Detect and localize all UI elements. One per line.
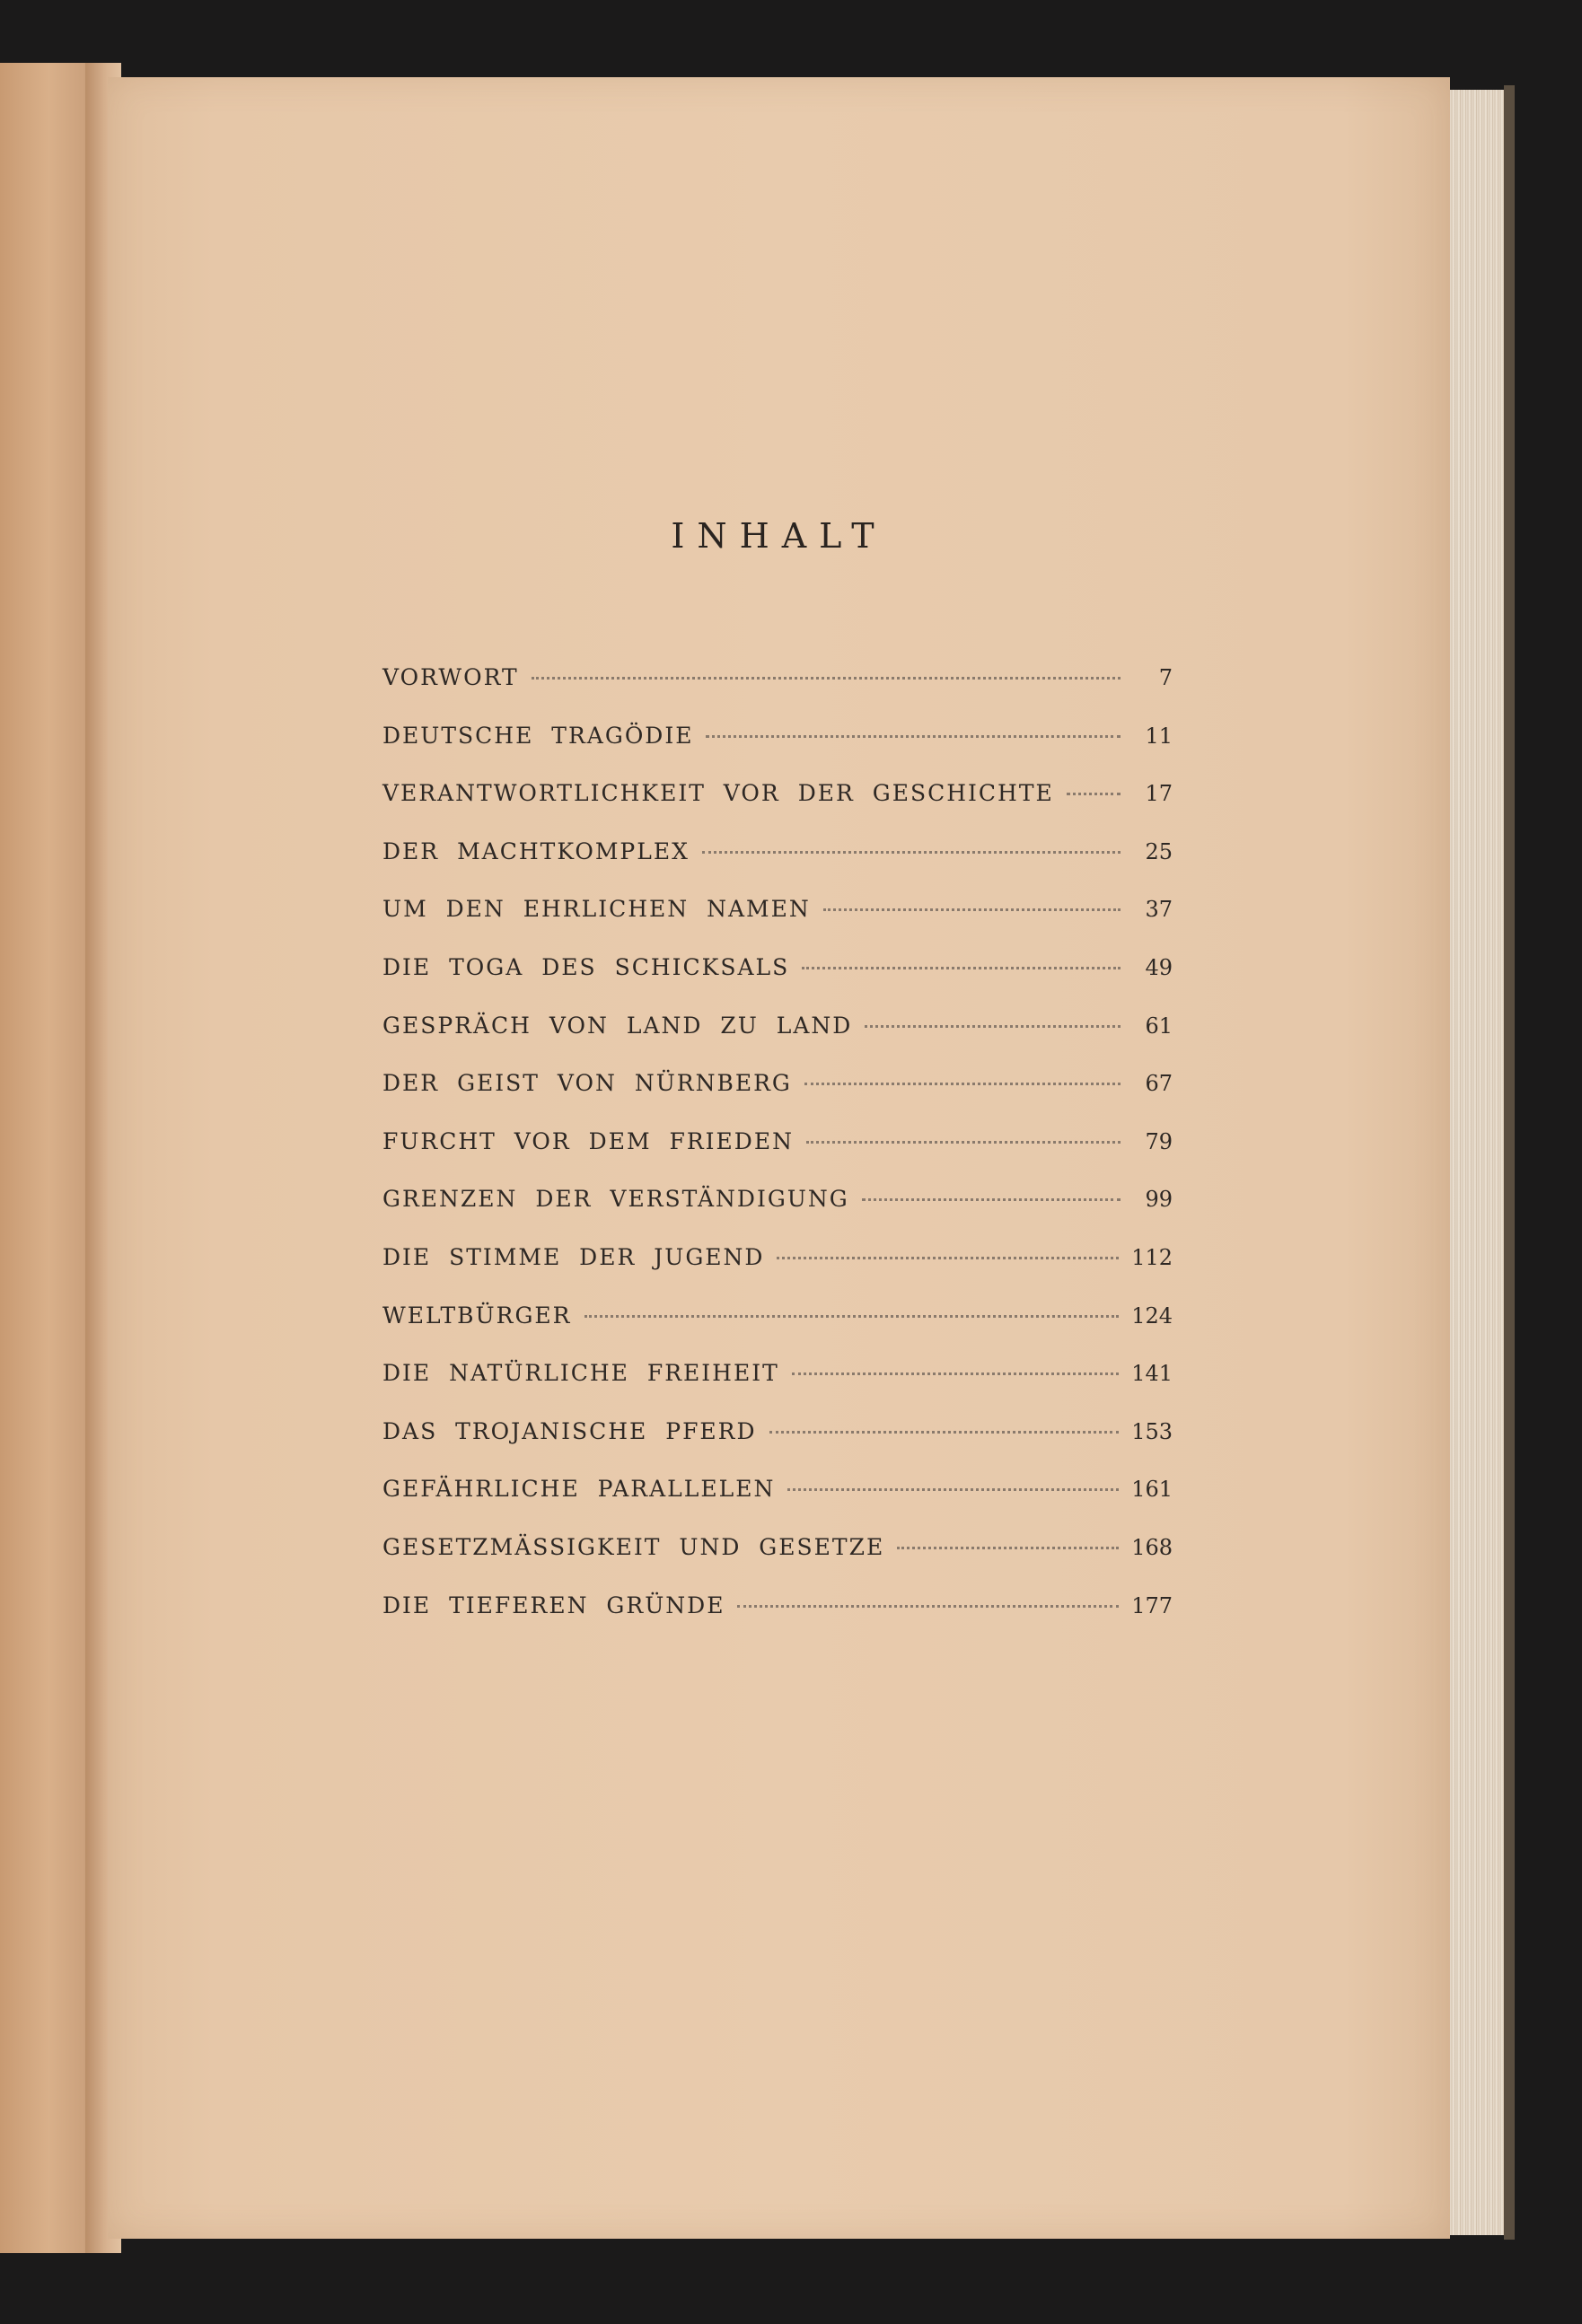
dot-leader <box>737 1605 1119 1608</box>
page-edges <box>1450 90 1504 2235</box>
toc-entry <box>382 723 1173 781</box>
dot-leader <box>804 1083 1121 1085</box>
toc-entry-title: VORWORT <box>382 664 519 690</box>
toc-entry-page-number: 49 <box>1145 954 1173 980</box>
dot-leader <box>769 1431 1120 1434</box>
toc-entry-page-number: 7 <box>1158 665 1173 690</box>
toc-entry <box>382 664 1173 723</box>
dot-leader <box>702 851 1121 854</box>
toc-entry <box>382 1592 1173 1651</box>
dot-leader <box>897 1547 1119 1549</box>
toc-entry-title: DEUTSCHE TRAGÖDIE <box>382 722 694 749</box>
toc-entry-page-number: 67 <box>1145 1071 1173 1097</box>
toc-entry-page-number: 61 <box>1145 1013 1173 1039</box>
toc-entry <box>382 1418 1173 1477</box>
toc-entry <box>382 1186 1173 1244</box>
toc-entry-page-number: 79 <box>1145 1128 1173 1154</box>
dot-leader <box>1067 793 1121 795</box>
cover-edge <box>1504 85 1515 2240</box>
toc-entry <box>382 954 1173 1013</box>
toc-entry-title: VERANTWORTLICHKEIT VOR DER GESCHICHTE <box>382 780 1054 807</box>
toc-entry-page-number: 37 <box>1145 897 1173 923</box>
toc-entry-title: DIE TOGA DES SCHICKSALS <box>382 953 790 980</box>
toc-entry-title: GESETZMÄSSIGKEIT UND GESETZE <box>382 1533 885 1560</box>
dot-leader <box>532 677 1121 680</box>
toc-entry <box>382 780 1173 838</box>
dot-leader <box>787 1488 1119 1491</box>
toc-entry-title: GEFÄHRLICHE PARALLELEN <box>382 1476 776 1503</box>
toc-entry-page-number: 177 <box>1131 1592 1173 1618</box>
dot-leader <box>862 1198 1121 1201</box>
toc-entry-title: DIE NATÜRLICHE FREIHEIT <box>382 1360 779 1387</box>
toc-entry-page-number: 17 <box>1145 781 1173 807</box>
toc-entry-page-number: 161 <box>1131 1477 1173 1503</box>
dot-leader <box>584 1315 1120 1318</box>
dot-leader <box>777 1257 1119 1259</box>
toc-entry-page-number: 141 <box>1131 1361 1173 1387</box>
toc-entry-page-number: 112 <box>1131 1244 1173 1270</box>
toc-entry-title: FURCHT VOR DEM FRIEDEN <box>382 1127 794 1154</box>
dot-leader <box>792 1372 1119 1375</box>
toc-entry-title: DER GEIST VON NÜRNBERG <box>382 1070 792 1097</box>
dot-leader <box>802 967 1121 969</box>
toc-entry-page-number: 124 <box>1131 1302 1173 1329</box>
dot-leader <box>706 735 1121 738</box>
toc-entry-title: DER MACHTKOMPLEX <box>382 838 690 864</box>
toc-entry-title: GESPRÄCH VON LAND ZU LAND <box>382 1012 853 1039</box>
toc-entry <box>382 1070 1173 1128</box>
toc-entry <box>382 1476 1173 1534</box>
dot-leader <box>865 1025 1121 1028</box>
dot-leader <box>806 1141 1121 1144</box>
toc-entry <box>382 1360 1173 1418</box>
page-title: INHALT <box>671 516 887 556</box>
toc-entry <box>382 1244 1173 1302</box>
dot-leader <box>823 908 1121 911</box>
toc-entry-page-number: 99 <box>1145 1187 1173 1213</box>
toc-entry <box>382 838 1173 897</box>
toc-entry-page-number: 25 <box>1145 838 1173 864</box>
toc-entry <box>382 1302 1173 1361</box>
toc-entry <box>382 896 1173 954</box>
toc-entry-title: GRENZEN DER VERSTÄNDIGUNG <box>382 1186 849 1213</box>
toc-entry-title: DIE STIMME DER JUGEND <box>382 1243 765 1270</box>
toc-entry <box>382 1128 1173 1187</box>
toc-entry-page-number: 168 <box>1131 1534 1173 1560</box>
table-of-contents <box>382 664 1173 1650</box>
toc-entry-title: UM DEN EHRLICHEN NAMEN <box>382 896 811 923</box>
toc-entry-page-number: 153 <box>1131 1418 1173 1444</box>
toc-entry-title: WELTBÜRGER <box>382 1302 572 1329</box>
toc-entry <box>382 1534 1173 1592</box>
toc-entry-title: DAS TROJANISCHE PFERD <box>382 1417 757 1444</box>
toc-entry <box>382 1013 1173 1071</box>
toc-entry-title: DIE TIEFEREN GRÜNDE <box>382 1592 725 1618</box>
toc-entry-page-number: 11 <box>1145 723 1173 749</box>
